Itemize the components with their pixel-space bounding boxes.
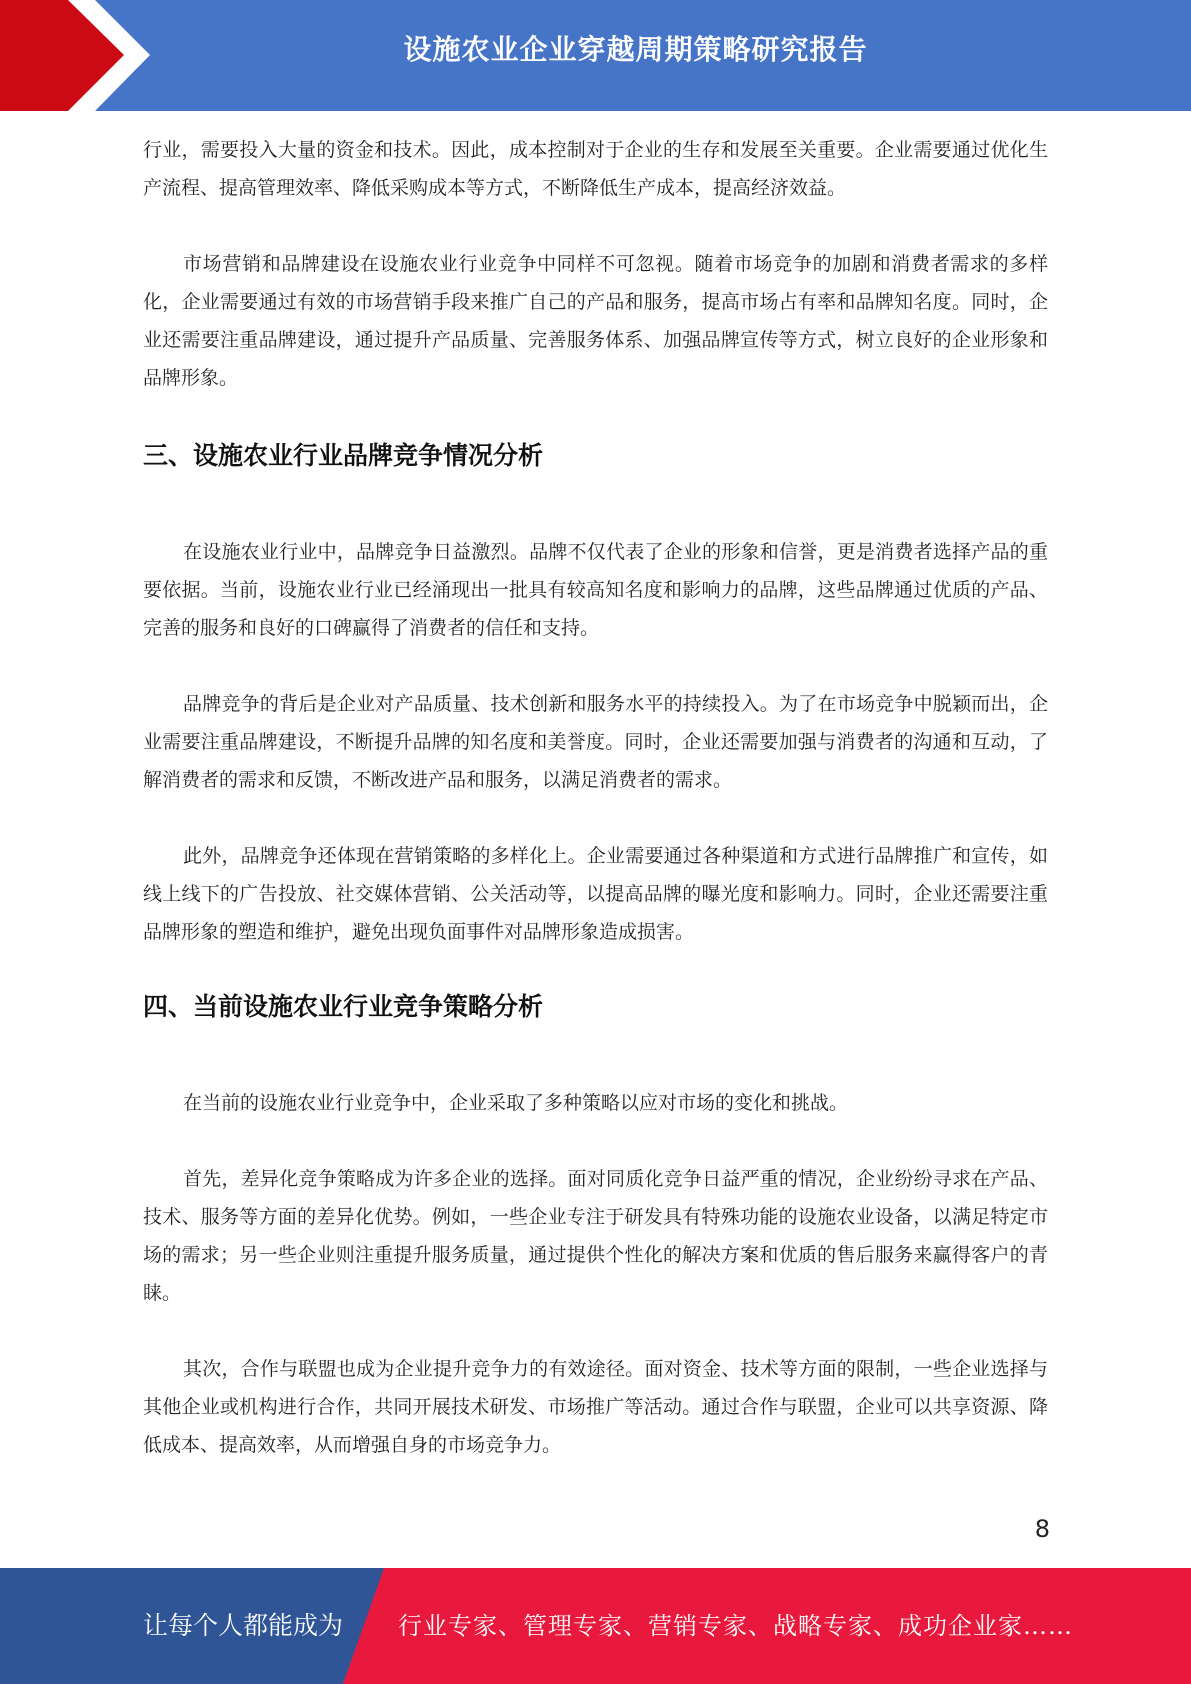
page-footer [0, 1568, 1191, 1684]
page-content [143, 131, 1048, 1464]
paragraph: 首先，差异化竞争策略成为许多企业的选择。面对同质化竞争日益严重的情况，企业纷纷寻求在产品、技术、服务等方面的差异化优势。例如，一些企业专注于研发具有特殊功能的设施农业设备，以满足特定市场的需求；另一些企业则注重提升服务质量，通过提供个性化的解决方案和优质的售后服务来赢得客户的青睐。 [143, 1168, 1048, 1304]
page-number: 8 [1034, 1515, 1050, 1543]
paragraph: 行业，需要投入大量的资金和技术。因此，成本控制对于企业的生存和发展至关重要。企业需要通过优化生产流程、提高管理效率、降低采购成本等方式，不断降低生产成本，提高经济效益。 [143, 139, 1048, 199]
report-title: 设施农业企业穿越周期策略研究报告 [403, 34, 868, 65]
footer-slogan-left: 让每个人都能成为 [143, 1611, 344, 1640]
paragraph: 此外，品牌竞争还体现在营销策略的多样化上。企业需要通过各种渠道和方式进行品牌推广和宣传，如线上线下的广告投放、社交媒体营销、公关活动等，以提高品牌的曝光度和影响力。同时，企业还需要注重品牌形象的塑造和维护，避免出现负面事件对品牌形象造成损害。 [143, 845, 1048, 943]
paragraph: 品牌竞争的背后是企业对产品质量、技术创新和服务水平的持续投入。为了在市场竞争中脱颖而出，企业需要注重品牌建设，不断提升品牌的知名度和美誉度。同时，企业还需要加强与消费者的沟通和互动，了解消费者的需求和反馈，不断改进产品和服务，以满足消费者的需求。 [143, 693, 1048, 791]
paragraph: 在设施农业行业中，品牌竞争日益激烈。品牌不仅代表了企业的形象和信誉，更是消费者选择产品的重要依据。当前，设施农业行业已经涌现出一批具有较高知名度和影响力的品牌，这些品牌通过优质的产品、完善的服务和良好的口碑赢得了消费者的信任和支持。 [143, 541, 1048, 639]
section-heading-3: 三、设施农业行业品牌竞争情况分析 [143, 441, 544, 470]
paragraph: 市场营销和品牌建设在设施农业行业竞争中同样不可忽视。随着市场竞争的加剧和消费者需求的多样化，企业需要通过有效的市场营销手段来推广自己的产品和服务，提高市场占有率和品牌知名度。同时，企业还需要注重品牌建设，通过提升产品质量、完善服务体系、加强品牌宣传等方式，树立良好的企业形象和品牌形象。 [143, 253, 1048, 389]
page-header [0, 0, 1191, 111]
footer-slogan-right: 行业专家、管理专家、营销专家、战略专家、成功企业家…… [398, 1612, 1073, 1640]
section-heading-4: 四、当前设施农业行业竞争策略分析 [143, 992, 544, 1021]
paragraph: 其次，合作与联盟也成为企业提升竞争力的有效途径。面对资金、技术等方面的限制，一些企业选择与其他企业或机构进行合作，共同开展技术研发、市场推广等活动。通过合作与联盟，企业可以共享资源、降低成本、提高效率，从而增强自身的市场竞争力。 [143, 1358, 1048, 1456]
paragraph: 在当前的设施农业行业竞争中，企业采取了多种策略以应对市场的变化和挑战。 [183, 1092, 849, 1114]
